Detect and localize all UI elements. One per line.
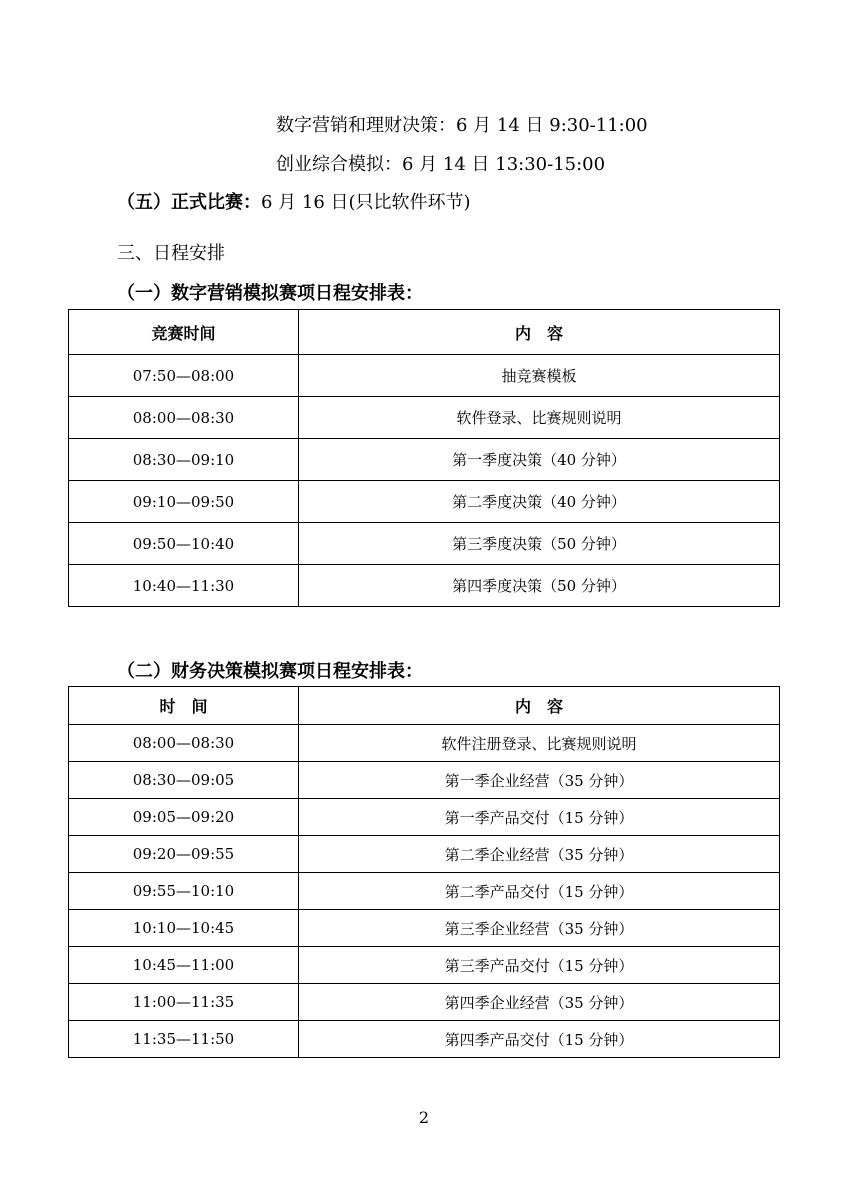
content-cell: 第二季企业经营（35 分钟） (299, 836, 780, 873)
content-cell: 第一季度决策（40 分钟） (299, 439, 780, 481)
time-cell: 10:10—10:45 (69, 910, 299, 947)
time-cell: 10:45—11:00 (69, 947, 299, 984)
table-2 (68, 686, 780, 1058)
time-cell: 08:00—08:30 (69, 725, 299, 762)
time-cell: 09:10—09:50 (69, 481, 299, 523)
table-row (69, 910, 780, 947)
content-cell: 软件登录、比赛规则说明 (299, 397, 780, 439)
header-time: 时 间 (69, 687, 299, 725)
table-row (69, 947, 780, 984)
table-row (69, 355, 780, 397)
header-content: 内 容 (299, 687, 780, 725)
table-row (69, 836, 780, 873)
section-3-title: 三、日程安排 (117, 243, 225, 264)
table-row (69, 481, 780, 523)
table-2-title: （二）财务决策模拟赛项日程安排表： (117, 661, 423, 682)
header-time: 竞赛时间 (69, 310, 299, 355)
section-5 (117, 191, 471, 215)
content-cell: 第二季产品交付（15 分钟） (299, 873, 780, 910)
content-cell: 抽竞赛模板 (299, 355, 780, 397)
time-cell: 09:05—09:20 (69, 799, 299, 836)
table-row (69, 725, 780, 762)
content-cell: 第四季企业经营（35 分钟） (299, 984, 780, 1021)
table-header-row (69, 310, 780, 355)
table-row (69, 523, 780, 565)
table-1 (68, 309, 780, 607)
table-row (69, 873, 780, 910)
table-row (69, 762, 780, 799)
content-cell: 第一季企业经营（35 分钟） (299, 762, 780, 799)
table-row (69, 439, 780, 481)
time-cell: 11:35—11:50 (69, 1021, 299, 1058)
content-cell: 第一季产品交付（15 分钟） (299, 799, 780, 836)
table-1-title: （一）数字营销模拟赛项日程安排表： (117, 283, 423, 304)
header-content: 内 容 (299, 310, 780, 355)
page-number: 2 (418, 1108, 430, 1127)
time-cell: 09:20—09:55 (69, 836, 299, 873)
content-cell: 第三季度决策（50 分钟） (299, 523, 780, 565)
table-row (69, 984, 780, 1021)
content-cell: 第四季产品交付（15 分钟） (299, 1021, 780, 1058)
table-row (69, 1021, 780, 1058)
time-cell: 09:55—10:10 (69, 873, 299, 910)
section-5-label: （五）正式比赛： (117, 192, 261, 213)
time-cell: 07:50—08:00 (69, 355, 299, 397)
content-cell: 第三季产品交付（15 分钟） (299, 947, 780, 984)
time-cell: 11:00—11:35 (69, 984, 299, 1021)
time-cell: 09:50—10:40 (69, 523, 299, 565)
content-cell: 软件注册登录、比赛规则说明 (299, 725, 780, 762)
time-cell: 08:30—09:05 (69, 762, 299, 799)
table-row (69, 565, 780, 607)
content-cell: 第三季企业经营（35 分钟） (299, 910, 780, 947)
intro-line-1: 数字营销和理财决策：6 月 14 日 9:30-11:00 (276, 115, 648, 136)
time-cell: 10:40—11:30 (69, 565, 299, 607)
table-row (69, 397, 780, 439)
content-cell: 第二季度决策（40 分钟） (299, 481, 780, 523)
section-5-text: 6 月 16 日(只比软件环节) (261, 192, 471, 213)
table-header-row (69, 687, 780, 725)
intro-line-2: 创业综合模拟：6 月 14 日 13:30-15:00 (276, 154, 606, 175)
table-row (69, 799, 780, 836)
time-cell: 08:00—08:30 (69, 397, 299, 439)
content-cell: 第四季度决策（50 分钟） (299, 565, 780, 607)
time-cell: 08:30—09:10 (69, 439, 299, 481)
